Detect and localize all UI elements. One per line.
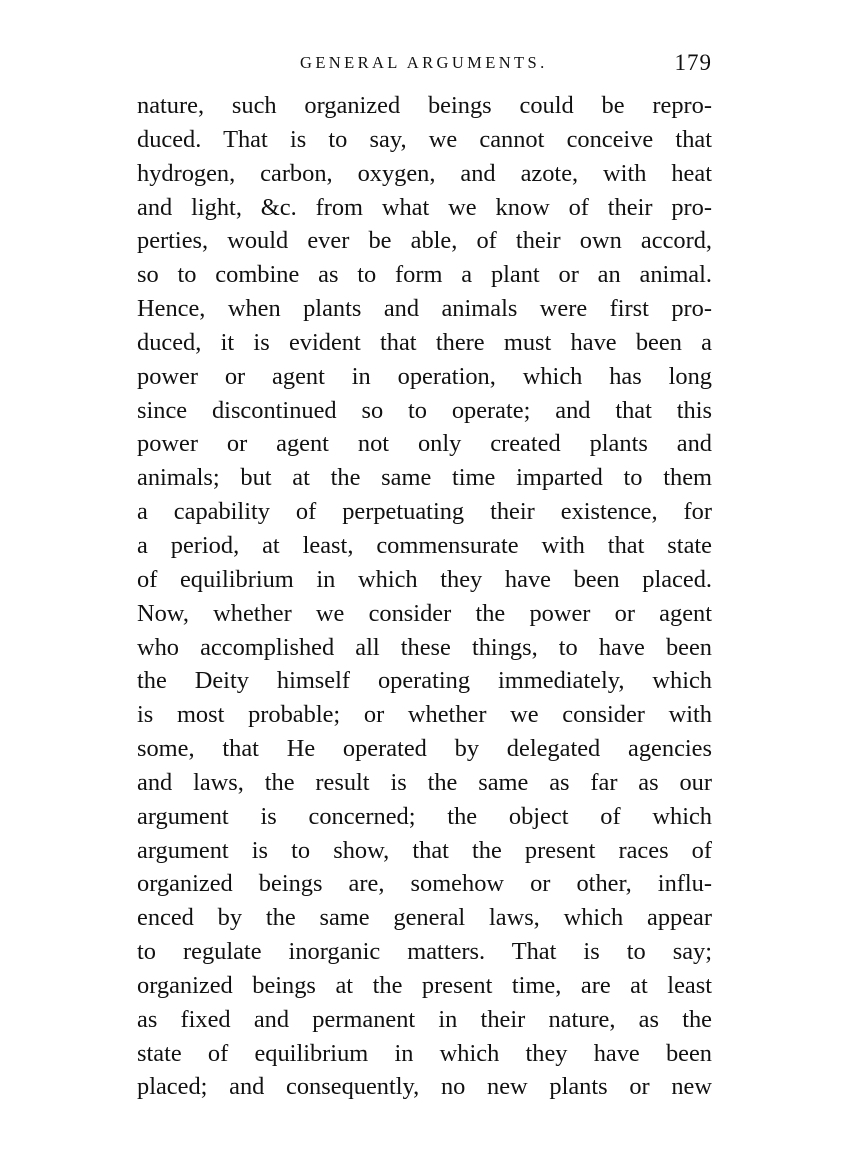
text-line: power or agent in operation, which has long [137, 362, 712, 390]
text-line: placed; and consequently, no new plants or new [137, 1073, 712, 1101]
text-line: a capability of perpetuating their existence, for [137, 498, 712, 526]
text-line: to regulate inorganic matters. That is to say; [137, 938, 712, 966]
text-line: nature, such organized beings could be repro- [137, 92, 712, 119]
text-line: animals; but at the same time imparted to them [137, 464, 712, 492]
text-line: so to combine as to form a plant or an animal. [137, 261, 712, 289]
text-line: since discontinued so to operate; and that this [137, 396, 712, 424]
text-line: who accomplished all these things, to have been [137, 633, 712, 661]
text-line: some, that He operated by delegated agencies [137, 735, 712, 763]
text-line: argument is concerned; the object of which [137, 802, 712, 830]
text-line: a period, at least, commensurate with that state [137, 531, 712, 559]
text-line: argument is to show, that the present races of [137, 836, 712, 864]
text-line: duced. That is to say, we cannot conceive that [137, 125, 712, 153]
text-line: organized beings at the present time, are at least [137, 971, 712, 999]
text-line: of equilibrium in which they have been placed. [137, 565, 712, 593]
text-line: as fixed and permanent in their nature, as the [137, 1005, 712, 1033]
body-paragraph [137, 89, 712, 1104]
page-number: 179 [674, 50, 712, 75]
text-line: Now, whether we consider the power or agent [137, 599, 712, 627]
text-line: and light, &c. from what we know of their pro- [137, 193, 712, 221]
text-line: and laws, the result is the same as far as our [137, 768, 712, 796]
running-head [137, 50, 712, 76]
text-line: the Deity himself operating immediately, which [137, 667, 712, 695]
text-line: organized beings are, somehow or other, influ- [137, 870, 712, 898]
running-title: GENERAL ARGUMENTS. [300, 53, 548, 72]
text-line: enced by the same general laws, which appear [137, 904, 712, 932]
text-line: hydrogen, carbon, oxygen, and azote, with heat [137, 159, 712, 187]
text-line: is most probable; or whether we consider with [137, 701, 712, 729]
text-line: power or agent not only created plants and [137, 430, 712, 458]
text-line: duced, it is evident that there must have been a [137, 328, 712, 356]
text-line: state of equilibrium in which they have been [137, 1039, 712, 1067]
text-line: Hence, when plants and animals were first pro- [137, 295, 712, 323]
text-line: perties, would ever be able, of their own accord, [137, 227, 712, 255]
